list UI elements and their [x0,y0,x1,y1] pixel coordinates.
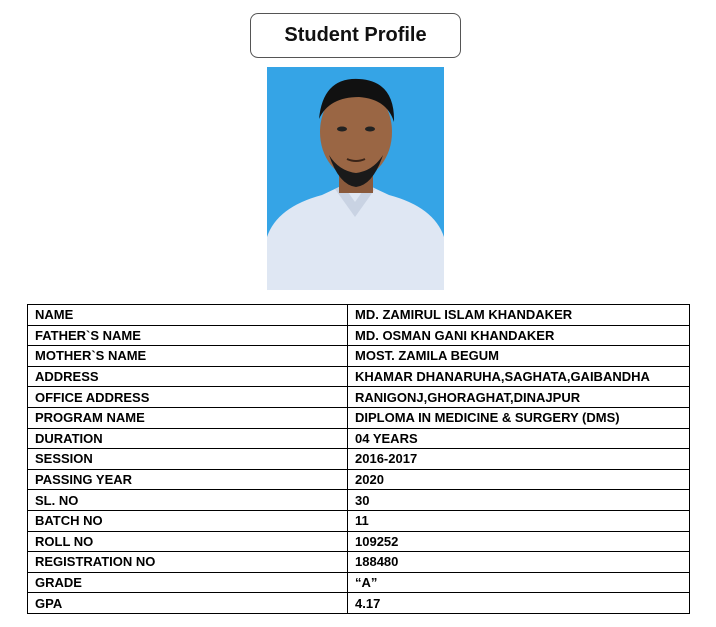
field-value: KHAMAR DHANARUHA,SAGHATA,GAIBANDHA [348,366,690,387]
field-value: DIPLOMA IN MEDICINE & SURGERY (DMS) [348,407,690,428]
field-label: PASSING YEAR [28,469,348,490]
field-label: ROLL NO [28,531,348,552]
table-row [28,490,690,511]
table-row [28,469,690,490]
field-value: MD. OSMAN GANI KHANDAKER [348,325,690,346]
field-label: ADDRESS [28,366,348,387]
table-row [28,593,690,614]
field-value: 11 [348,510,690,531]
field-value: 2020 [348,469,690,490]
field-label: PROGRAM NAME [28,407,348,428]
field-label: GRADE [28,572,348,593]
field-label: OFFICE ADDRESS [28,387,348,408]
field-value: MOST. ZAMILA BEGUM [348,346,690,367]
field-label: REGISTRATION NO [28,552,348,573]
table-row [28,552,690,573]
table-row [28,572,690,593]
field-value: RANIGONJ,GHORAGHAT,DINAJPUR [348,387,690,408]
field-label: SL. NO [28,490,348,511]
field-value: 188480 [348,552,690,573]
student-photo [267,67,444,290]
table-row [28,387,690,408]
table-row [28,531,690,552]
table-row [28,510,690,531]
field-value: 04 YEARS [348,428,690,449]
table-row [28,428,690,449]
page-title: Student Profile [250,13,461,58]
field-label: FATHER`S NAME [28,325,348,346]
field-label: SESSION [28,449,348,470]
table-row [28,346,690,367]
field-label: MOTHER`S NAME [28,346,348,367]
table-row [28,407,690,428]
field-value: “A” [348,572,690,593]
field-label: DURATION [28,428,348,449]
field-label: BATCH NO [28,510,348,531]
field-value: 30 [348,490,690,511]
table-row [28,325,690,346]
field-label: NAME [28,305,348,326]
table-row [28,449,690,470]
table-row [28,366,690,387]
table-row [28,305,690,326]
field-value: 4.17 [348,593,690,614]
person-portrait-icon [267,67,444,290]
field-value: 2016-2017 [348,449,690,470]
profile-table [27,304,690,614]
field-value: 109252 [348,531,690,552]
field-label: GPA [28,593,348,614]
field-value: MD. ZAMIRUL ISLAM KHANDAKER [348,305,690,326]
